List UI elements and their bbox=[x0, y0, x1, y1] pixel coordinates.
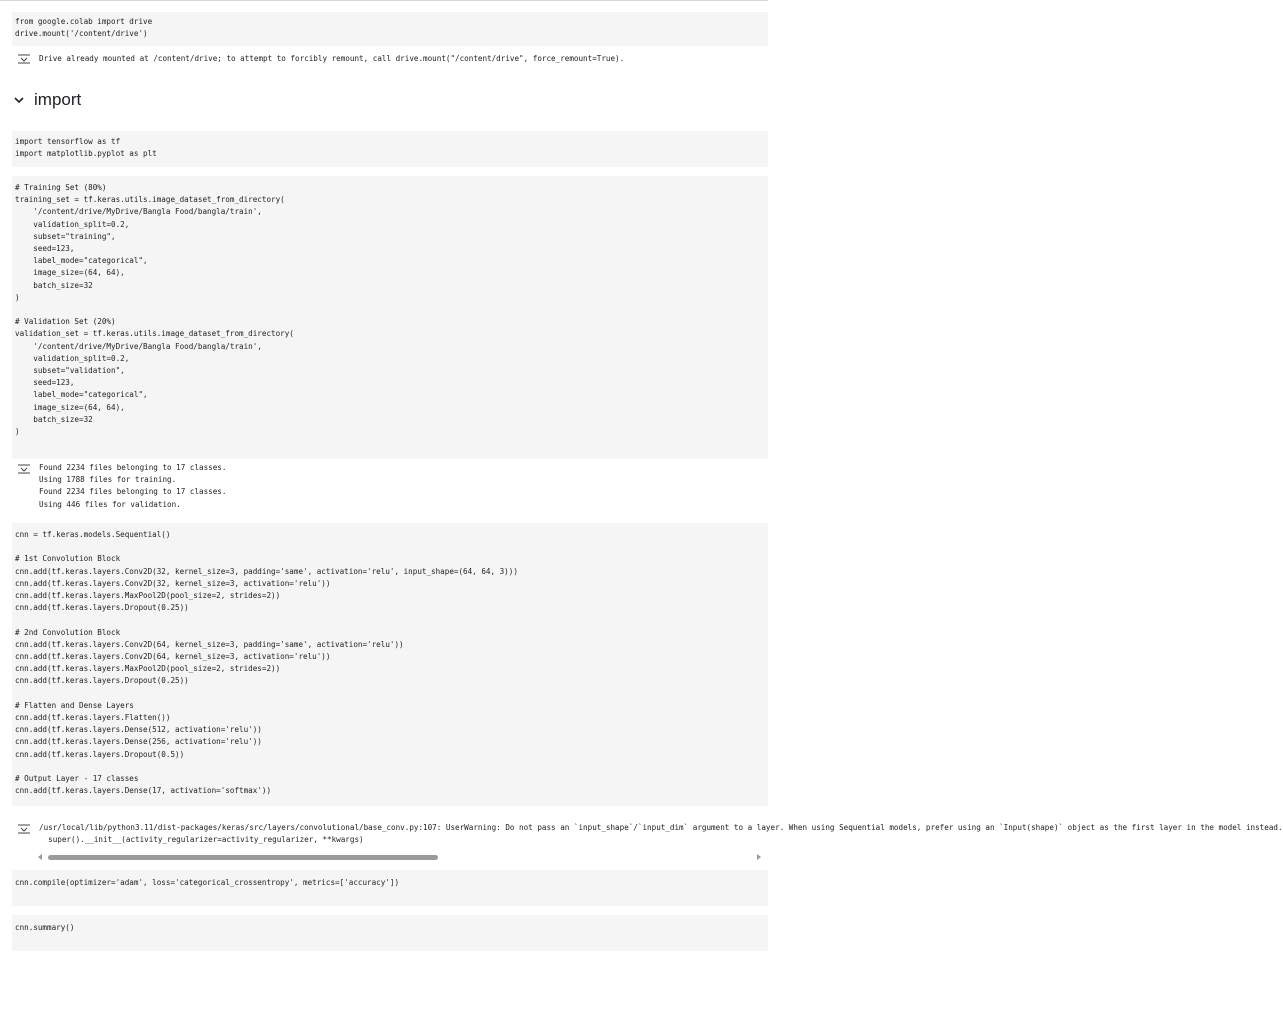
output-icon[interactable] bbox=[17, 824, 31, 834]
chevron-down-icon[interactable] bbox=[12, 93, 26, 107]
code-cell-mount[interactable] bbox=[12, 12, 768, 46]
horizontal-scrollbar[interactable] bbox=[34, 851, 768, 863]
output-area-datasets bbox=[12, 461, 768, 513]
code-cell-compile[interactable] bbox=[12, 870, 768, 906]
scroll-left-icon[interactable] bbox=[38, 854, 42, 860]
code-cell-model[interactable] bbox=[12, 523, 768, 806]
scrollbar-thumb[interactable] bbox=[48, 855, 438, 860]
output-icon[interactable] bbox=[17, 54, 31, 64]
code-editor[interactable]: import tensorflow as tf import matplotlib.pyplot as plt bbox=[15, 137, 157, 159]
code-cell-summary[interactable] bbox=[12, 915, 768, 951]
code-editor[interactable]: from google.colab import drive drive.mount('/content/drive') bbox=[15, 17, 153, 39]
code-editor[interactable]: cnn.summary() bbox=[15, 923, 75, 932]
code-cell-datasets[interactable] bbox=[12, 176, 768, 459]
output-text: /usr/local/lib/python3.11/dist-packages/keras/src/layers/convolutional/base_conv.py:107: UserWarning: Do not pass an `input_shape`/`input_dim` argument to a layer. When using Sequential models, prefer using an `Input(shape)` object as the first layer in the model instead. super().__init__(activity_regularizer=activity_regularizer, **kwargs) bbox=[39, 823, 1283, 845]
output-text: Found 2234 files belonging to 17 classes. Using 1788 files for training. Found 2234 files belonging to 17 classes. Using 446 files for validation. bbox=[39, 463, 227, 509]
section-title: import bbox=[34, 90, 82, 109]
code-editor[interactable]: cnn.compile(optimizer='adam', loss='categorical_crossentropy', metrics=['accuracy']) bbox=[15, 878, 400, 887]
code-cell-imports[interactable] bbox=[12, 131, 768, 167]
output-text: Drive already mounted at /content/drive; to attempt to forcibly remount, call drive.mount("/content/drive", force_remount=True). bbox=[39, 54, 625, 63]
top-divider bbox=[0, 0, 768, 1]
section-header-import[interactable] bbox=[12, 88, 81, 112]
code-editor[interactable]: # Training Set (80%) training_set = tf.keras.utils.image_dataset_from_directory( '/content/drive/MyDrive/Bangla Food/bangla/train', validation_split=0.2, subset="training", seed=123, label_mode="categorical", image_size=(64, 64), batch_size=32 ) # Validation Set (20%) validation_set = tf.keras.utils.image_dataset_from_directory( '/content/drive/MyDrive/Bangla Food/bangla/train', validation_split=0.2, subset="validation", seed=123, label_mode="categorical", image_size=(64, 64), batch_size=32 ) bbox=[15, 183, 294, 437]
output-area-model bbox=[12, 820, 1283, 850]
output-area-mount bbox=[12, 52, 768, 68]
output-icon[interactable] bbox=[17, 464, 31, 474]
code-editor[interactable]: cnn = tf.keras.models.Sequential() # 1st Convolution Block cnn.add(tf.keras.layers.Conv2D(32, kernel_size=3, padding='same', activation='relu', input_shape=(64, 64, 3))) cnn.add(tf.keras.layers.Conv2D(32, kernel_size=3, activation='relu')) cnn.add(tf.keras.layers.MaxPool2D(pool_size=2, strides=2)) cnn.add(tf.keras.layers.Dropout(0.25)) # 2nd Convolution Block cnn.add(tf.keras.layers.Conv2D(64, kernel_size=3, padding='same', activation='relu')) cnn.add(tf.keras.layers.Conv2D(64, kernel_size=3, activation='relu')) cnn.add(tf.keras.layers.MaxPool2D(pool_size=2, strides=2)) cnn.add(tf.keras.layers.Dropout(0.25)) # Flatten and Dense Layers cnn.add(tf.keras.layers.Flatten()) cnn.add(tf.keras.layers.Dense(512, activation='relu')) cnn.add(tf.keras.layers.Dense(256, activation='relu')) cnn.add(tf.keras.layers.Dropout(0.5)) # Output Layer - 17 classes cnn.add(tf.keras.layers.Dense(17, activation='softmax')) bbox=[15, 530, 518, 796]
scroll-right-icon[interactable] bbox=[757, 854, 761, 860]
